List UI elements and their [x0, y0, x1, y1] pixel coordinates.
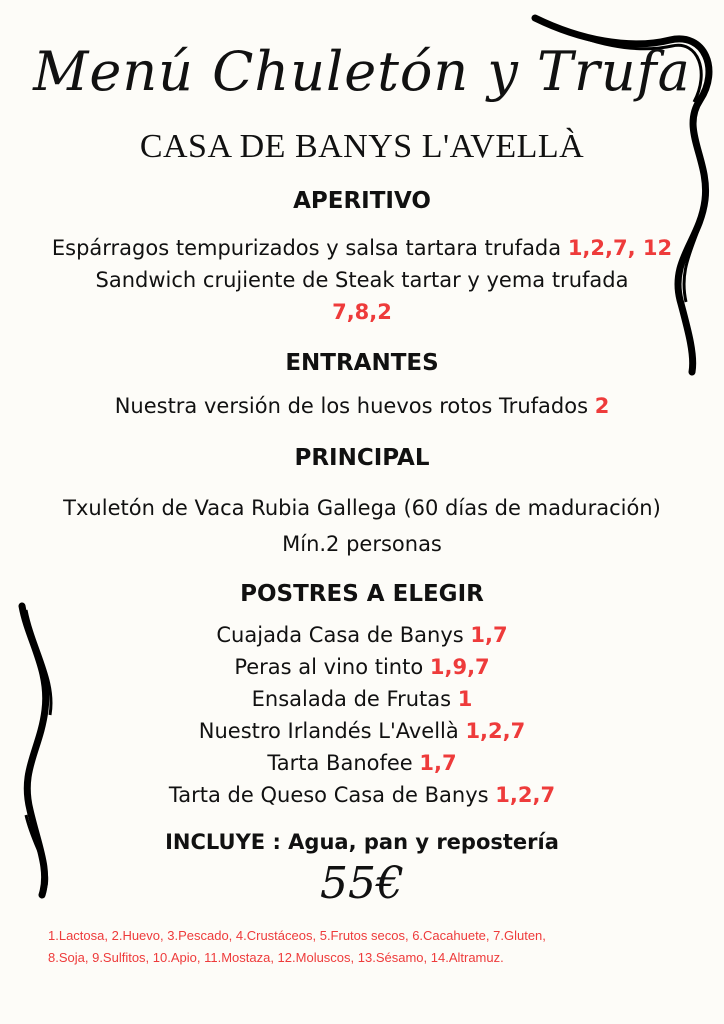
allergen-codes: 1,7 — [419, 751, 457, 775]
menu-price: 55€ — [320, 858, 404, 909]
section-heading-entrantes: ENTRANTES — [285, 350, 439, 376]
dish-name: Ensalada de Frutas — [251, 687, 458, 711]
dish-name: Tarta de Queso Casa de Banys — [168, 783, 496, 807]
entrantes-item-1 — [0, 394, 724, 418]
allergen-codes: 1 — [457, 687, 473, 711]
allergen-legend-line-1: 1.Lactosa, 2.Huevo, 3.Pescado, 4.Crustáceos, 5.Frutos secos, 6.Cacahuete, 7.Gluten, — [48, 928, 546, 943]
dish-name: Nuestro Irlandés L'Avellà — [198, 719, 466, 743]
dish-name: Nuestra versión de los huevos rotos Trufados — [114, 394, 595, 418]
allergen-legend — [48, 925, 698, 969]
dish-name: Cuajada Casa de Banys — [216, 623, 471, 647]
postre-item-2 — [0, 655, 724, 679]
allergen-codes: 1,7 — [470, 623, 508, 647]
dish-name: Espárragos tempurizados y salsa tartara trufada — [51, 236, 568, 260]
dish-name: Sandwich crujiente de Steak tartar y yema trufada — [95, 268, 629, 292]
postre-item-3 — [0, 687, 724, 711]
allergen-codes: 1,2,7 — [465, 719, 526, 743]
allergen-codes: 7,8,2 — [332, 300, 392, 324]
section-heading-aperitivo: APERITIVO — [293, 188, 431, 214]
allergen-codes: 1,2,7 — [495, 783, 556, 807]
allergen-codes: 1,9,7 — [429, 655, 490, 679]
dish-name: Tarta Banofee — [267, 751, 420, 775]
section-heading-postres: POSTRES A ELEGIR — [240, 581, 484, 607]
allergen-legend-line-2: 8.Soja, 9.Sulfitos, 10.Apio, 11.Mostaza, 12.Moluscos, 13.Sésamo, 14.Altramuz. — [48, 950, 504, 965]
section-heading-principal: PRINCIPAL — [294, 445, 430, 471]
dish-name: Peras al vino tinto — [234, 655, 430, 679]
aperitivo-item-2 — [0, 268, 724, 292]
principal-dish: Txuletón de Vaca Rubia Gallega (60 días de maduración) — [63, 496, 661, 520]
aperitivo-item-2-allergens — [0, 300, 724, 324]
postre-item-6 — [0, 783, 724, 807]
restaurant-name: CASA DE BANYS L'AVELLÀ — [139, 128, 585, 165]
postre-item-5 — [0, 751, 724, 775]
includes-note: INCLUYE : Agua, pan y repostería — [165, 830, 559, 854]
principal-note: Mín.2 personas — [282, 532, 442, 556]
allergen-codes: 1,2,7, 12 — [567, 236, 673, 260]
allergen-codes: 2 — [594, 394, 610, 418]
aperitivo-item-1 — [0, 236, 724, 260]
menu-title: Menú Chuletón y Trufa — [33, 40, 691, 103]
postre-item-1 — [0, 623, 724, 647]
postre-item-4 — [0, 719, 724, 743]
